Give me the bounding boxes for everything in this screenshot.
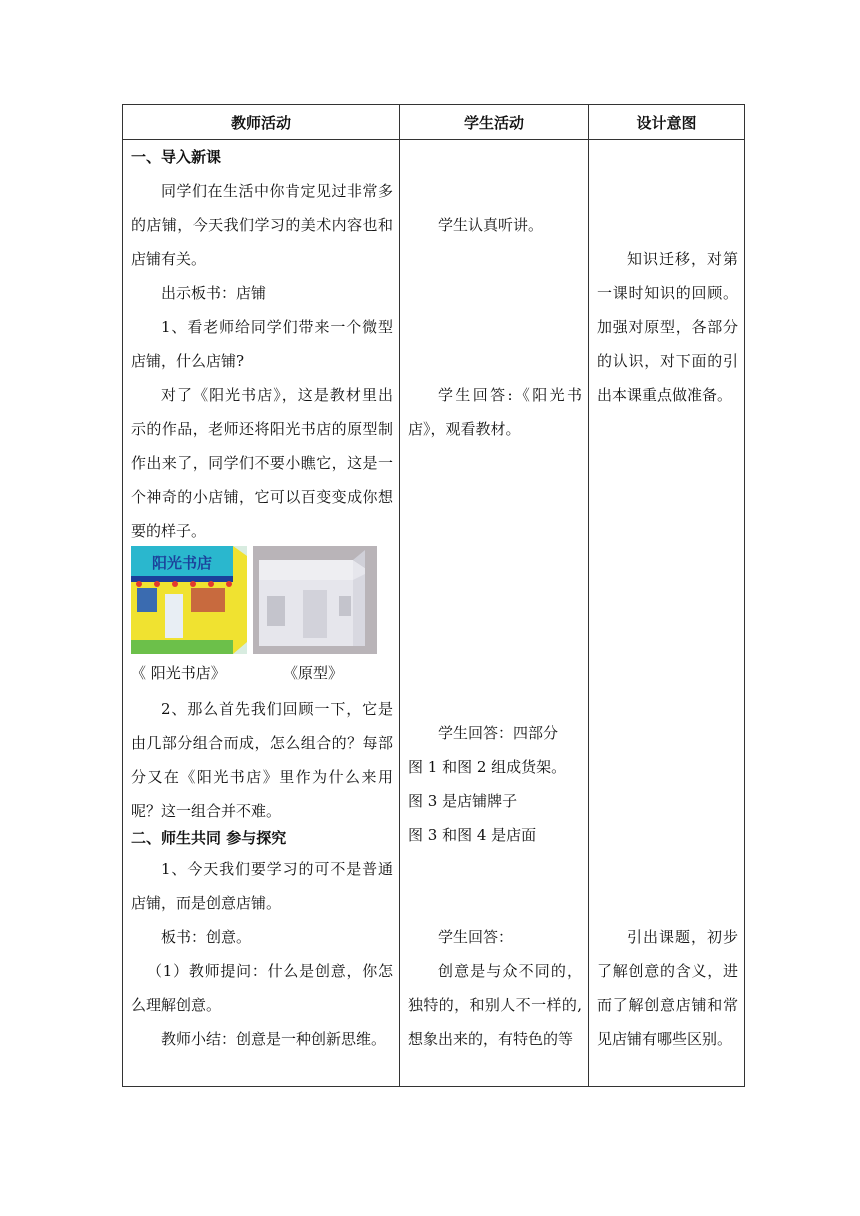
header-student-activity: 学生活动 xyxy=(400,105,589,140)
bookstore-photo xyxy=(131,546,247,654)
teacher-paragraph: 2、那么首先我们回顾一下，它是由几部分组合而成，怎么组合的？每部分又在《阳光书店》里作为什么来用呢？这一组合并不难。 xyxy=(131,700,393,820)
header-row xyxy=(123,105,745,140)
content-row xyxy=(123,140,745,1087)
header-teacher-activity: 教师活动 xyxy=(123,105,400,140)
student-response: 学生回答：四部分 xyxy=(438,724,559,742)
section-heading-explore: 二、师生共同 参与探究 xyxy=(131,829,287,847)
teacher-paragraph: 同学们在生活中你肯定见过非常多的店铺，今天我们学习的美术内容也和店铺有关。 xyxy=(131,182,393,268)
section-heading-intro: 一、导入新课 xyxy=(131,148,222,166)
caption-bookstore: 《 阳光书店》 xyxy=(131,664,226,682)
student-response: 图 3 是店铺牌子 xyxy=(408,792,518,810)
student-response: 创意是与众不同的，独特的，和别人不一样的,想象出来的，有特色的等 xyxy=(408,962,582,1048)
student-response: 学生认真听讲。 xyxy=(438,216,544,234)
teacher-paragraph: 1、看老师给同学们带来一个微型店铺，什么店铺? xyxy=(131,318,393,370)
teacher-paragraph: 对了《阳光书店》，这是教材里出示的作品，老师还将阳光书店的原型制作出来了，同学们不要小瞧它，这是一个神奇的小店铺，它可以百变变成你想要的样子。 xyxy=(131,386,393,540)
shop-sign-text: 阳光书店 xyxy=(151,554,213,572)
student-column xyxy=(400,140,589,1087)
teacher-paragraph: 教师小结：创意是一种创新思维。 xyxy=(161,1030,387,1048)
lesson-plan-table xyxy=(122,104,745,1087)
teacher-paragraph: 板书：创意。 xyxy=(161,928,252,946)
teacher-paragraph: 1、今天我们要学习的可不是普通店铺，而是创意店铺。 xyxy=(131,860,393,912)
header-design-intent: 设计意图 xyxy=(589,105,745,140)
caption-prototype: 《原型》 xyxy=(283,664,344,682)
design-column xyxy=(589,140,745,1087)
student-response: 学生回答： xyxy=(438,928,514,946)
design-intent-text: 知识迁移，对第一课时知识的回顾。加强对原型，各部分的认识，对下面的引出本课重点做准备。 xyxy=(597,250,738,404)
prototype-photo xyxy=(253,546,377,654)
teacher-paragraph: 出示板书：店铺 xyxy=(161,284,267,302)
student-response: 图 1 和图 2 组成货架。 xyxy=(408,758,567,776)
student-response: 图 3 和图 4 是店面 xyxy=(408,826,537,844)
teacher-paragraph: （1）教师提问：什么是创意，你怎么理解创意。 xyxy=(131,962,393,1014)
design-intent-text: 引出课题，初步了解创意的含义，进而了解创意店铺和常见店铺有哪些区别。 xyxy=(597,928,738,1048)
teacher-column xyxy=(123,140,400,1087)
student-response: 学生回答:《阳光书店》，观看教材。 xyxy=(408,386,582,438)
